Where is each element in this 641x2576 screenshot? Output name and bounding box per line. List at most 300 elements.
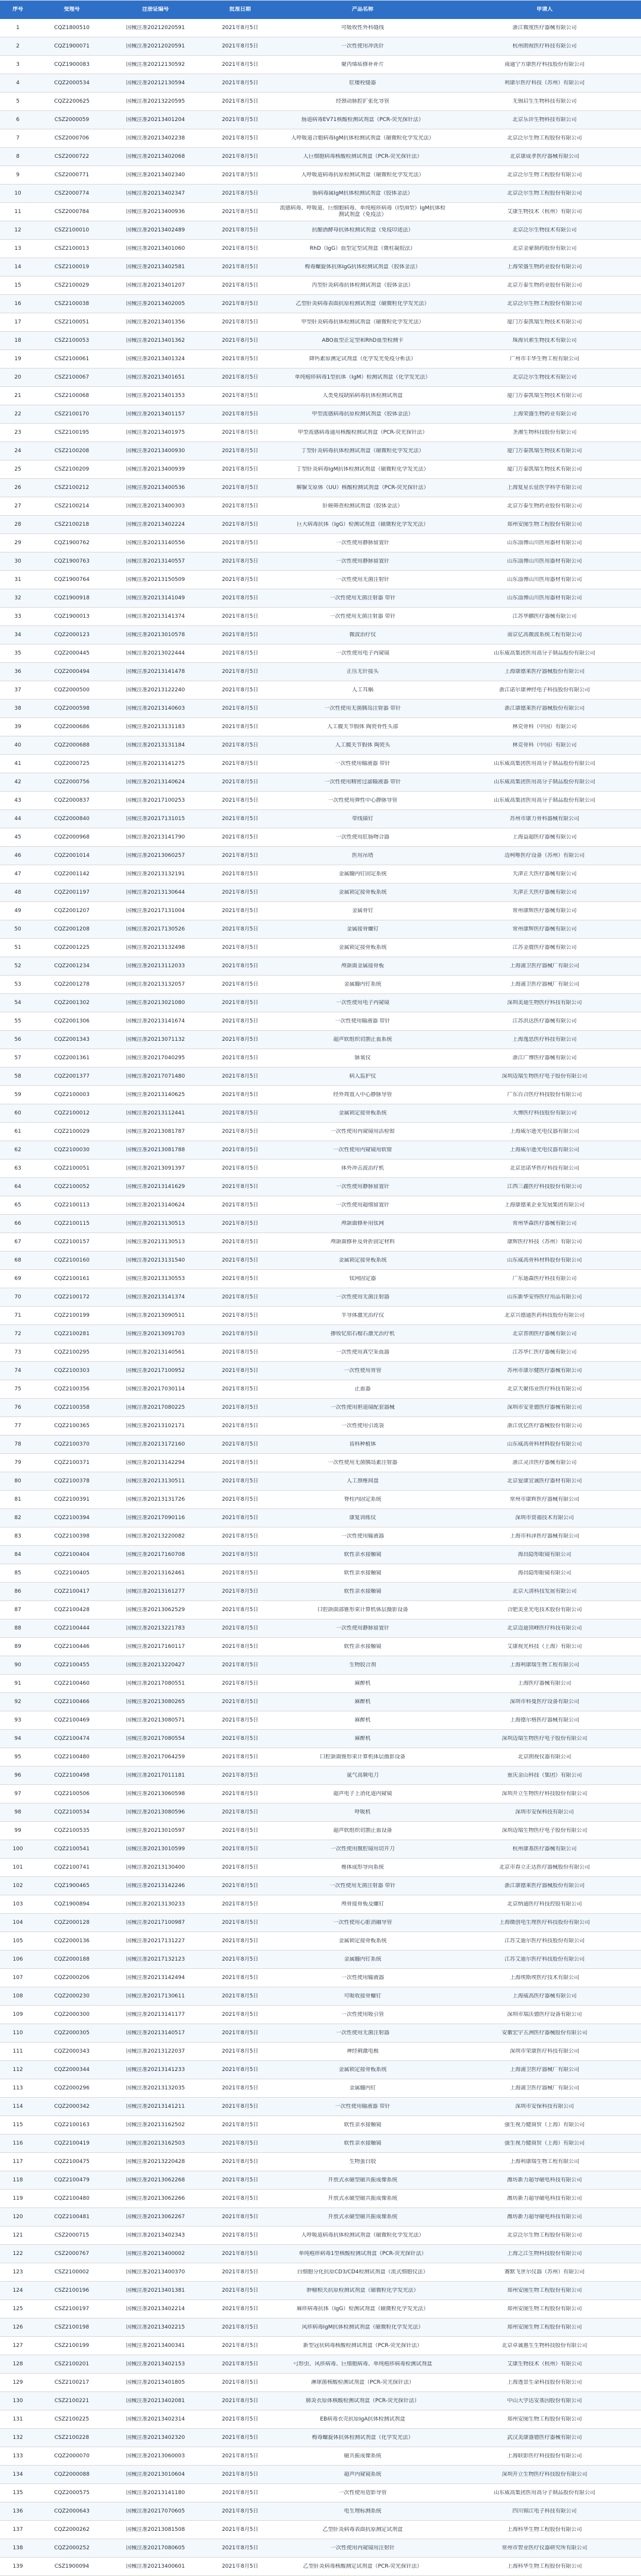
registration-no: 国械注准20213402238 [126, 135, 185, 141]
acceptance-no: CSZ2100197 [54, 2305, 90, 2312]
approval-date: 2021年8月5日 [221, 742, 259, 748]
approval-date: 2021年8月5日 [221, 2140, 259, 2146]
product-name: 金属锁定接骨板系统 [338, 889, 387, 895]
approval-date: 2021年8月5日 [221, 2563, 259, 2569]
approval-date: 2021年8月5日 [221, 779, 259, 785]
approval-date: 2021年8月5日 [221, 1754, 259, 1760]
applicant: 北京万泰生物药业股份有限公司 [507, 282, 582, 288]
product-name: 超声软组织切割止血设备 [333, 1827, 392, 1834]
acceptance-no: CSZ2100218 [54, 521, 90, 528]
approval-date: 2021年8月5日 [221, 1202, 259, 1208]
row-index: 16 [14, 300, 21, 307]
approval-date: 2021年8月5日 [221, 2195, 259, 2202]
approval-date: 2021年8月5日 [221, 61, 259, 68]
product-name: 一次性使用无菌注射器 带针 [329, 1882, 396, 1889]
approval-date: 2021年8月5日 [221, 871, 259, 877]
approval-date: 2021年8月5日 [221, 116, 259, 123]
applicant: 江苏艾迪尔医疗科技股份有限公司 [504, 1937, 585, 1944]
applicant: 上海科华生物工程股份有限公司 [507, 2563, 582, 2569]
product-name: 神经刺激电极 [346, 2048, 379, 2054]
applicant: 上海透景生命科技股份有限公司 [507, 2379, 582, 2386]
table-row [0, 1160, 641, 1178]
row-index: 106 [12, 1956, 23, 1962]
product-name: 一次性使用无菌胰岛素注射器 [328, 1459, 398, 1466]
applicant: 北京泛尔生物工程股份有限公司 [507, 2232, 582, 2238]
acceptance-no: CQZ2100428 [54, 1606, 90, 1613]
table-row [0, 1619, 641, 1638]
table-row [0, 2318, 641, 2337]
acceptance-no: CSZ2100201 [54, 2361, 90, 2367]
registration-no: 国械注准20213062267 [126, 2213, 185, 2220]
registration-no: 国械注准20213402581 [126, 263, 185, 270]
registration-no: 国械注准20213081787 [126, 1128, 185, 1135]
table-row [0, 129, 641, 148]
approval-date: 2021年8月5日 [221, 2545, 259, 2551]
applicant: 浙江微度医疗器械有限公司 [512, 24, 577, 31]
approval-date: 2021年8月5日 [221, 392, 259, 399]
applicant: 浙江康德莱医疗器械股份有限公司 [504, 1882, 585, 1889]
acceptance-no: CSZ2100212 [54, 484, 90, 491]
table-row [0, 2355, 641, 2374]
acceptance-no: CSZ2100196 [54, 2287, 90, 2294]
table-row [0, 2245, 641, 2263]
registration-no: 国械注准20213140517 [126, 2029, 185, 2036]
product-name: 一次性使用静脉留置针 [335, 1183, 389, 1190]
row-index: 39 [14, 723, 21, 730]
acceptance-no: CSZ2100170 [54, 411, 90, 417]
registration-no: 国械注准20212020591 [126, 43, 185, 49]
product-name: 一次性使用输液器 [341, 1533, 384, 1539]
registration-no: 国械注准20213140624 [126, 779, 185, 785]
acceptance-no: CSZ2100051 [54, 319, 90, 325]
header-product-name: 产品名称 [351, 7, 373, 12]
approval-date: 2021年8月5日 [221, 1588, 259, 1594]
product-name: 康复训练仪 [349, 1514, 376, 1521]
table-row [0, 1693, 641, 1711]
acceptance-no: CSZ1900094 [54, 2563, 90, 2569]
approval-date: 2021年8月5日 [221, 2269, 259, 2275]
table-row [0, 552, 641, 571]
product-name: 人工耳蜗 [351, 687, 373, 693]
acceptance-no: CSZ2100002 [54, 2269, 90, 2275]
product-name: 乙型肝炎病毒表面抗原检测试剂盒（磁微粒化学发光法） [296, 300, 430, 307]
product-name: 软性亲水接触镜 [344, 1588, 382, 1594]
row-index: 48 [14, 889, 21, 895]
table-row [0, 185, 641, 203]
acceptance-no: CQZ2001014 [54, 852, 90, 859]
acceptance-no: CQZ2100398 [54, 1533, 90, 1539]
acceptance-no: CQZ1900083 [54, 61, 90, 68]
registration-no: 国械注准20213402320 [126, 2434, 185, 2441]
table-row [0, 19, 641, 37]
approval-date: 2021年8月5日 [221, 1864, 259, 1870]
approval-date: 2021年8月5日 [221, 1441, 259, 1447]
applicant: 北京泛尔生物工程股份有限公司 [507, 300, 582, 307]
registration-no: 国械注准20213122037 [126, 2048, 185, 2054]
row-index: 82 [14, 1514, 21, 1521]
registration-no: 国械注准20213132191 [126, 871, 185, 877]
row-index: 112 [12, 2066, 23, 2073]
registration-no: 国械注准20213220428 [126, 2158, 185, 2165]
table-row [0, 424, 641, 442]
approval-date: 2021年8月5日 [221, 1533, 259, 1539]
row-index: 17 [14, 319, 21, 325]
acceptance-no: CQZ2100358 [54, 1404, 90, 1411]
product-name: 金属锁定接骨板系统 [338, 944, 387, 951]
acceptance-no: CQZ1900762 [54, 539, 90, 546]
applicant: 深圳美迪生物医疗科技有限公司 [507, 999, 582, 1006]
product-name: 丙型肝炎病毒抗体检测试剂盒（胶体金法） [312, 282, 414, 288]
row-index: 108 [12, 1993, 23, 1999]
table-row [0, 387, 641, 405]
row-index: 36 [14, 668, 21, 675]
registration-no: 国械注准20213401324 [126, 355, 185, 362]
applicant: 上海复星长征医学科学有限公司 [507, 484, 582, 491]
acceptance-no: CQZ2100356 [54, 1386, 90, 1392]
registration-no: 国械注准20213132035 [126, 2085, 185, 2091]
row-index: 107 [12, 1974, 23, 1981]
approval-date: 2021年8月5日 [221, 374, 259, 380]
applicant: 康辉医疗科技（苏州）有限公司 [507, 1238, 582, 1245]
table-row [0, 994, 641, 1012]
product-name: 呼吸机 [354, 1809, 371, 1815]
product-name: 一次性使用胃管 [344, 1367, 382, 1374]
approval-date: 2021年8月5日 [221, 2029, 259, 2036]
product-name: 医用吊塔 [351, 852, 373, 859]
product-name: 一次性使用吸引管 [341, 2011, 384, 2018]
row-index: 23 [14, 429, 21, 436]
applicant: 郑州安图生物工程股份有限公司 [507, 2287, 582, 2294]
registration-no: 国械注准20217080554 [126, 1735, 185, 1742]
product-name: 颅颌面修补用钛网 [341, 1220, 384, 1227]
table-row [0, 2098, 641, 2116]
table-row [0, 1343, 641, 1362]
product-name: 人类免疫缺陷病毒抗体检测试剂盒 [322, 392, 403, 399]
applicant: 天津正天医疗器械有限公司 [512, 871, 577, 877]
row-index: 84 [14, 1551, 21, 1558]
row-index: 81 [14, 1496, 21, 1503]
approval-date: 2021年8月5日 [221, 2177, 259, 2183]
row-index: 114 [12, 2103, 23, 2110]
row-index: 79 [14, 1459, 21, 1466]
approval-date: 2021年8月5日 [221, 2434, 259, 2441]
table-row [0, 1454, 641, 1472]
table-row [0, 1509, 641, 1527]
applicant: 潍坊新力超导磁电科技有限公司 [507, 2213, 582, 2220]
approval-date: 2021年8月5日 [221, 1459, 259, 1466]
product-name: 超声电子上消化道内窥镜 [333, 1790, 392, 1797]
table-row [0, 589, 641, 608]
registration-no: 国械注准20213141177 [126, 2011, 185, 2018]
acceptance-no: CQZ2000188 [54, 1956, 90, 1962]
applicant: 杭州康基医疗器械有限公司 [512, 1846, 577, 1852]
applicant: 北京泛尔生物工程股份有限公司 [507, 190, 582, 196]
registration-no: 国械注准20213141275 [126, 760, 185, 767]
product-name: 新型冠状病毒核酸检测试剂盒（PCR-荧光探针法） [303, 2342, 423, 2349]
acceptance-no: CSZ2000767 [54, 2250, 90, 2257]
table-row [0, 1031, 641, 1049]
table-row [0, 166, 641, 185]
approval-date: 2021年8月5日 [221, 650, 259, 656]
applicant: 北京迈迪顶峰医疗科技有限公司 [507, 1625, 582, 1631]
applicant: 武汉美康盛德医疗器械有限公司 [507, 2434, 582, 2441]
approval-date: 2021年8月5日 [221, 2250, 259, 2257]
approval-date: 2021年8月5日 [221, 1625, 259, 1631]
table-row [0, 1491, 641, 1509]
table-row [0, 1325, 641, 1343]
table-row [0, 1546, 641, 1564]
registration-no: 国械注准20213141478 [126, 668, 185, 675]
approval-date: 2021年8月5日 [221, 171, 259, 178]
registration-no: 国械注准20213141374 [126, 613, 185, 620]
applicant: 江苏金鹿医疗器械有限公司 [512, 944, 577, 951]
table-row [0, 1215, 641, 1233]
row-index: 51 [14, 944, 21, 951]
product-name: 体外冲击波治疗机 [341, 1165, 384, 1171]
registration-no: 国械注准20213080571 [126, 1717, 185, 1723]
applicant: 上海浦卫医疗器械厂有限公司 [509, 2066, 579, 2073]
header-index: 序号 [12, 7, 23, 12]
approval-date: 2021年8月5日 [221, 300, 259, 307]
acceptance-no: CQZ2000840 [54, 815, 90, 822]
acceptance-no: CQZ2000837 [54, 797, 90, 803]
approval-date: 2021年8月5日 [221, 1570, 259, 1576]
acceptance-no: CQZ2100480 [54, 2195, 90, 2202]
product-name: 人呼吸道病毒抗体检测试剂盒（磁微粒化学发光法） [301, 2232, 424, 2238]
row-index: 3 [16, 61, 20, 68]
row-index: 116 [12, 2140, 23, 2146]
row-index: 44 [14, 815, 21, 822]
acceptance-no: CQZ2000230 [54, 1993, 90, 1999]
registration-no: 国械注准20213130513 [126, 1238, 185, 1245]
acceptance-no: CQZ2001207 [54, 907, 90, 914]
product-name: 一次性使用无菌注射器 [335, 2029, 389, 2036]
registration-no: 国械注准20213402153 [126, 2361, 185, 2367]
registration-no: 国械注准20212130592 [126, 61, 185, 68]
approval-date: 2021年8月5日 [221, 1496, 259, 1503]
registration-no: 国械注准20213141211 [126, 2103, 185, 2110]
product-name: 开放式永磁型磁共振成像系统 [328, 2177, 398, 2183]
applicant: 上海浦卫医疗器械厂有限公司 [509, 963, 579, 969]
applicant: 深圳市安保科技有限公司 [515, 1809, 574, 1815]
row-index: 59 [14, 1091, 21, 1098]
table-row [0, 1178, 641, 1196]
acceptance-no: CQZ2100466 [54, 1698, 90, 1705]
row-index: 20 [14, 374, 21, 380]
row-index: 83 [14, 1533, 21, 1539]
product-name: 脊柱内固定系统 [344, 1496, 382, 1503]
registration-no: 国械注准20213141233 [126, 2066, 185, 2073]
applicant: 深圳市瑞沃德医疗设备有限公司 [507, 2011, 582, 2018]
row-index: 11 [14, 208, 21, 215]
registration-no: 国械注准20213400601 [126, 2563, 185, 2569]
table-row [0, 277, 641, 295]
registration-no: 国械注准20213060003 [126, 2453, 185, 2459]
approval-date: 2021年8月5日 [221, 1146, 259, 1153]
registration-no: 国械注准20213112441 [126, 1110, 185, 1116]
applicant: 山东淄博山川医用器材有限公司 [507, 558, 582, 564]
acceptance-no: CQZ2000123 [54, 631, 90, 638]
row-index: 87 [14, 1606, 21, 1613]
approval-date: 2021年8月5日 [221, 944, 259, 951]
row-index: 71 [14, 1312, 21, 1319]
acceptance-no: CQZ2001278 [54, 981, 90, 987]
applicant: 上海荣盛生物药业有限公司 [512, 411, 577, 417]
applicant: 江苏洪达医疗器械有限公司 [512, 1018, 577, 1024]
approval-date: 2021年8月5日 [221, 263, 259, 270]
approval-date: 2021年8月5日 [221, 1036, 259, 1043]
product-name: 聚丙烯疝修补补片 [341, 61, 384, 68]
table-row [0, 1527, 641, 1546]
row-index: 89 [14, 1643, 21, 1650]
applicant: 浙江诺尔康神经电子科技股份有限公司 [499, 687, 590, 693]
applicant: 常州华森医疗器械有限公司 [512, 1220, 577, 1227]
applicant: 潍坊新力超导磁电科技有限公司 [507, 2177, 582, 2183]
table-row [0, 810, 641, 828]
table-row [0, 1730, 641, 1748]
registration-no: 国械注准20217030114 [126, 1386, 185, 1392]
product-name: 电生理标测系统 [344, 2508, 382, 2514]
table-row [0, 2190, 641, 2208]
row-index: 120 [12, 2213, 23, 2220]
registration-no: 国械注准20213010597 [126, 1827, 185, 1834]
approval-date: 2021年8月5日 [221, 1606, 259, 1613]
product-name: 软性亲水接触镜 [344, 1643, 382, 1650]
applicant: 上海医疗器械有限公司 [518, 1680, 572, 1686]
product-name: 抗酿酒酵母抗体检测试剂盒（免疫印迹法） [312, 227, 414, 233]
row-index: 135 [12, 2489, 23, 2496]
product-name: 软性亲水接触镜 [344, 1551, 382, 1558]
header-registration-no: 注册证编号 [142, 7, 169, 12]
registration-no: 国械注准20217080225 [126, 1404, 185, 1411]
applicant: 北京爱康宜诚医疗器材有限公司 [507, 1478, 582, 1484]
row-index: 63 [14, 1165, 21, 1171]
registration-no: 国械注准20213400936 [126, 208, 185, 215]
table-row [0, 497, 641, 516]
acceptance-no: CQZ2000344 [54, 2066, 90, 2073]
product-name: 掺钕钇铝石榴石激光治疗机 [330, 1330, 395, 1337]
acceptance-no: CQZ2000686 [54, 723, 90, 730]
acceptance-no: CQZ2100444 [54, 1625, 90, 1631]
row-index: 139 [12, 2563, 23, 2569]
approval-date: 2021年8月5日 [221, 2305, 259, 2312]
product-name: 带线锚钉 [351, 815, 373, 822]
row-index: 130 [12, 2397, 23, 2404]
registration-no: 国械注准20213022444 [126, 650, 185, 656]
approval-date: 2021年8月5日 [221, 2085, 259, 2091]
product-name: 一次性使用无菌注射器 [335, 1294, 389, 1300]
applicant: 上海威尔逊光电仪器有限公司 [509, 1146, 579, 1153]
approval-date: 2021年8月5日 [221, 1974, 259, 1981]
applicant: 江苏华鹏医疗器械有限公司 [512, 613, 577, 620]
applicant: 无锡启生生物科技有限公司 [512, 98, 577, 104]
product-name: 甲型流感病毒通用核酸检测试剂盒（PCR-荧光探针法） [297, 429, 428, 436]
product-name: RhD（IgG）血型定型试剂盒（微柱凝胶法） [309, 245, 416, 252]
acceptance-no: CQZ2000343 [54, 2048, 90, 2054]
product-name: 齿科种植体 [349, 1441, 376, 1447]
applicant: 浙江灵洋医疗器械有限公司 [512, 1459, 577, 1466]
product-name: 脉氧仪 [354, 1054, 371, 1061]
product-name: 软性亲水接触镜 [344, 2121, 382, 2128]
table-row [0, 2410, 641, 2429]
product-name: 降钙素原测定试剂盒（化学发光免疫分析法） [309, 355, 416, 362]
acceptance-no: CQZ2100541 [54, 1846, 90, 1852]
product-name: 颅颌面金属接骨板 [341, 963, 384, 969]
product-name: 一次性使用冲洗针 [341, 43, 384, 49]
applicant: 厦门万泰凯瑞生物技术有限公司 [507, 319, 582, 325]
product-name: 一次性使用造影导管 [338, 2489, 387, 2496]
product-name: 丁型肝炎病毒抗体检测试剂盒（磁微粒化学发光法） [301, 447, 424, 454]
acceptance-no: CQZ2001197 [54, 889, 90, 895]
approval-date: 2021年8月5日 [221, 1220, 259, 1227]
table-row [0, 2539, 641, 2558]
approval-date: 2021年8月5日 [221, 963, 259, 969]
applicant: 广东迪森医疗科技有限公司 [512, 1275, 577, 1282]
registration-no: 国械注准20213141374 [126, 1294, 185, 1300]
acceptance-no: CQZ2100378 [54, 1478, 90, 1484]
row-index: 80 [14, 1478, 21, 1484]
approval-date: 2021年8月5日 [221, 484, 259, 491]
table-row [0, 313, 641, 332]
registration-no: 国械注准20213140603 [126, 705, 185, 712]
registration-no: 国械注准20213162461 [126, 1570, 185, 1576]
approval-date: 2021年8月5日 [221, 1827, 259, 1834]
row-index: 110 [12, 2029, 23, 2036]
row-index: 31 [14, 576, 21, 583]
table-row [0, 350, 641, 369]
registration-no: 国械注准20213141790 [126, 834, 185, 840]
table-row [0, 1969, 641, 1987]
table-row [0, 1932, 641, 1951]
registration-no: 国械注准20213131726 [126, 1496, 185, 1503]
table-row [0, 1675, 641, 1693]
product-name: 单纯疱疹病毒1型抗体（IgM）检测试剂盒（化学发光法） [294, 374, 431, 380]
table-row [0, 2447, 641, 2466]
table-row [0, 2558, 641, 2576]
product-name: 一次性使用无菌注射器 带针 [329, 613, 396, 620]
row-index: 37 [14, 687, 21, 693]
row-index: 118 [12, 2177, 23, 2183]
product-name: 人巨细胞病毒核酸检测试剂盒（PCR-荧光探针法） [303, 153, 423, 160]
registration-no: 国械注准20213130511 [126, 1478, 185, 1484]
acceptance-no: CSZ2000706 [54, 135, 90, 141]
registration-no: 国械注准20213010599 [126, 1846, 185, 1852]
product-name: 金属锁定接骨板系统 [338, 2066, 387, 2073]
acceptance-no: CSZ2100221 [54, 2397, 90, 2404]
applicant: 苏州市康尔健医疗器械有限公司 [507, 1367, 582, 1374]
acceptance-no: CQZ2001377 [54, 1073, 90, 1079]
registration-no: 国械注准20213220082 [126, 1533, 185, 1539]
registration-no: 国械注准20217132123 [126, 1956, 185, 1962]
product-name: 甲型肝炎病毒抗体检测试剂盒（磁微粒化学发光法） [301, 319, 424, 325]
approval-date: 2021年8月5日 [221, 539, 259, 546]
registration-no: 国械注准20213062268 [126, 2177, 185, 2183]
registration-no: 国械注准20213122240 [126, 687, 185, 693]
table-row [0, 1951, 641, 1969]
table-row [0, 2079, 641, 2098]
approval-date: 2021年8月5日 [221, 687, 259, 693]
approval-date: 2021年8月5日 [221, 723, 259, 730]
row-index: 40 [14, 742, 21, 748]
table-row [0, 773, 641, 792]
registration-no: 国械注准20217131004 [126, 907, 185, 914]
product-name: 一次性使用腹腔镜用切开刀 [330, 1846, 395, 1852]
table-row [0, 1767, 641, 1785]
approval-date: 2021年8月5日 [221, 1018, 259, 1024]
registration-no: 国械注准20217130526 [126, 926, 185, 932]
row-index: 32 [14, 595, 21, 601]
approval-date: 2021年8月5日 [221, 1330, 259, 1337]
